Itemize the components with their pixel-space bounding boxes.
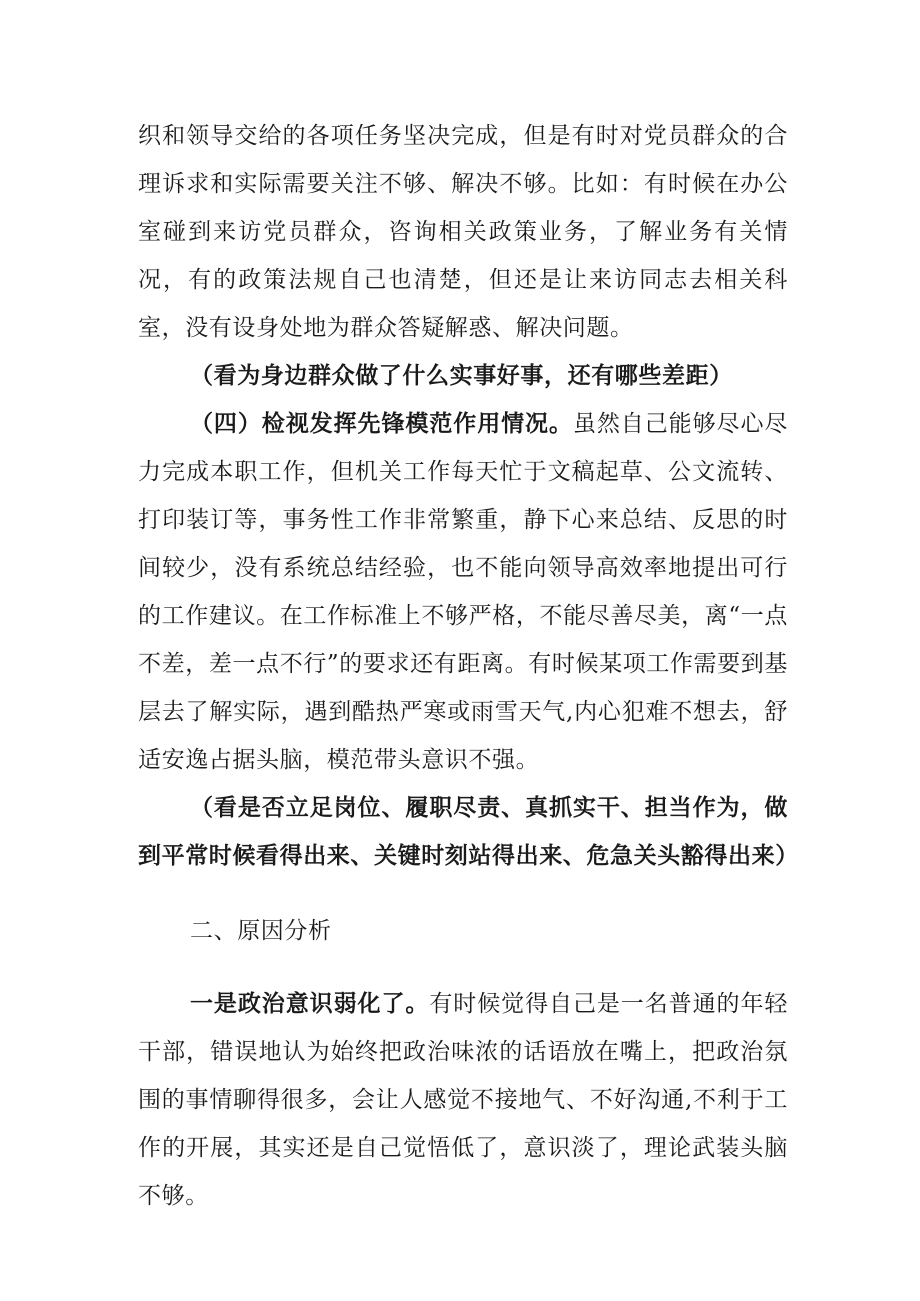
paragraph-exemplary-role-title: （四）检视发挥先锋模范作用情况。 — [190, 410, 573, 437]
review-note-exemplary: （看是否立足岗位、履职尽责、真抓实干、担当作为，做到平常时候看得出来、关键时刻站得出来、危急关头豁得出来） — [138, 794, 799, 869]
document-body — [138, 112, 799, 1220]
paragraph-political-awareness-title: 一是政治意识弱化了。 — [190, 990, 430, 1017]
paragraph-exemplary-role — [138, 400, 788, 784]
paragraph-political-awareness — [138, 980, 788, 1220]
paragraph-exemplary-role-body: 虽然自己能够尽心尽力完成本职工作，但机关工作每天忙于文稿起草、公文流转、打印装订等，事务性工作非常繁重，静下心来总结、反思的时间较少，没有系统总结经验，也不能向领导高效率地提出可行的工作建议。在工作标准上不够严格，不能尽善尽美，离“一点不差，差一点不行”的要求还有距离。有时候某项工作需要到基层去了解实际，遇到酷热严寒或雨雪天气,内心犯难不想去，舒适安逸占据头脑，模范带头意识不强。 — [138, 411, 788, 773]
review-note-service: （看为身边群众做了什么实事好事，还有哪些差距） — [190, 362, 733, 389]
section-heading-cause-analysis: 二、原因分析 — [190, 918, 332, 944]
paragraph-service-to-masses: 织和领导交给的各项任务坚决完成，但是有时对党员群众的合理诉求和实际需要关注不够、解决不够。比如：有时候在办公室碰到来访党员群众，咨询相关政策业务，了解业务有关情况，有的政策法规自己也清楚，但还是让来访同志去相关科室，没有设身处地为群众答疑解惑、解决问题。 — [138, 123, 788, 341]
paragraph-political-awareness-body: 有时候觉得自己是一名普通的年轻干部，错误地认为始终把政治味浓的话语放在嘴上，把政治氛围的事情聊得很多，会让人感觉不接地气、不好沟通,不利于工作的开展，其实还是自己觉悟低了，意识淡了，理论武装头脑不够。 — [138, 991, 789, 1209]
